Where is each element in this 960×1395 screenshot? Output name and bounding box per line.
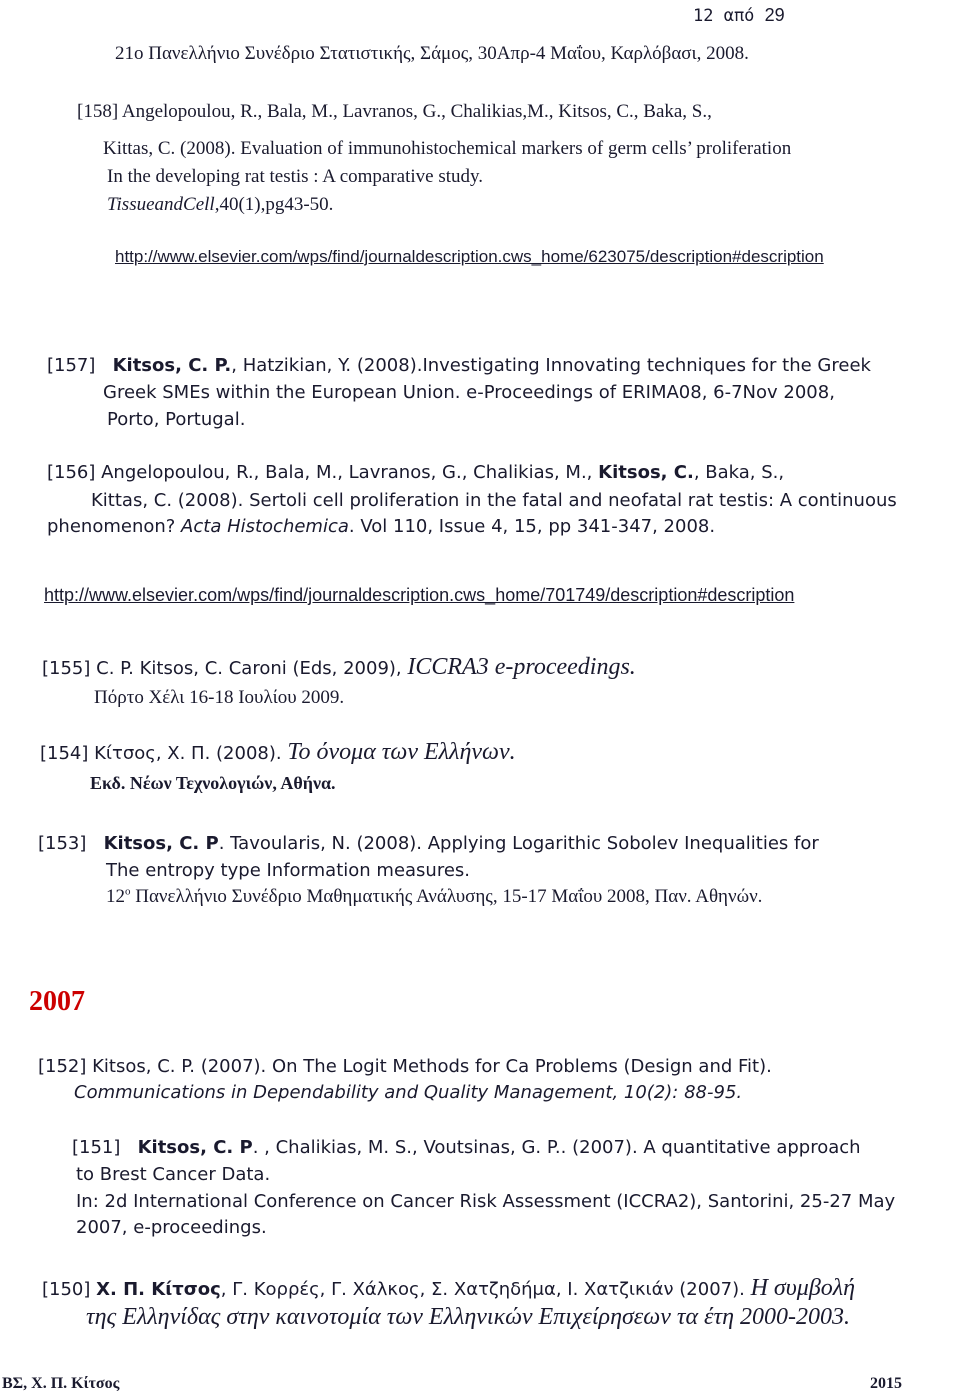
- ref-155-line2: Πόρτο Χέλι 16-18 Ιουλίου 2009.: [94, 687, 345, 708]
- ref-157-line3: Porto, Portugal.: [107, 409, 246, 430]
- conference-line: 21ο Πανελλήνιο Συνέδριο Στατιστικής, Σάμος, 30Απρ-4 Μαΐου, Καρλόβασι, 2008.: [115, 43, 749, 64]
- ref-150-number: [150]: [42, 1279, 97, 1300]
- ref-150-title-2: της Ελληνίδας στην καινοτομία των Ελληνικών Επιχείρησεων τα έτη 2000-2003.: [86, 1304, 850, 1330]
- ref-157-author-bold: Kitsos, C. P.: [112, 355, 232, 376]
- ref-157-line1: [47, 357, 871, 375]
- ref-158-line2: Kittas, C. (2008). Evaluation of immunohistochemical markers of germ cells’ proliferation: [103, 138, 792, 159]
- ref-154-publisher: Εκδ. Νέων Τεχνολογιών, Αθήνα.: [90, 773, 336, 793]
- ref-153-line3: [106, 887, 762, 906]
- ref-154-title: Το όνομα των Ελλήνων.: [287, 739, 516, 765]
- ref-153-number: [153]: [38, 833, 87, 854]
- ref-153-author-bold: Kitsos, C. P: [103, 833, 219, 854]
- ref-153-line2: The entropy type Information measures.: [106, 860, 471, 881]
- ref-155-title: ICCRA3 e-proceedings.: [407, 654, 636, 680]
- ref-157-number: [157]: [47, 355, 96, 376]
- ref-158-details: ,40(1),pg43-50.: [214, 194, 334, 215]
- ref-150-line1: [42, 1276, 855, 1300]
- footer-author: ΒΣ, Χ. Π. Κίτσος: [2, 1375, 120, 1392]
- ref-155-line1-a: [155] C. P. Kitsos, C. Caroni (Eds, 2009),: [42, 658, 408, 679]
- ref-153-authors-rest: . Tavoularis, N. (2008). Applying Logarithic Sobolev Inequalities for: [218, 833, 819, 854]
- ref-153-line3-sup: ο: [125, 885, 131, 898]
- ref-153-line3-num: 12: [106, 886, 125, 907]
- ref-152-journal: Communications in Dependability and Quality Management, 10(2): 88-95.: [74, 1082, 743, 1103]
- ref-152-line1: [152] Kitsos, C. P. (2007). On The Logit Methods for Ca Problems (Design and Fit).: [38, 1056, 772, 1077]
- ref-153-line1: [38, 835, 819, 853]
- ref-156-url-link[interactable]: http://www.elsevier.com/wps/find/journaldescription.cws_home/701749/description#description: [44, 585, 795, 605]
- ref-150-title-1: Η συμβολή: [750, 1275, 856, 1301]
- page-label: 12 από: [693, 6, 755, 26]
- ref-156-line2: Kittas, C. (2008). Sertoli cell proliferation in the fatal and neofatal rat testis: A continuous: [91, 490, 897, 511]
- ref-151-line3: In: 2d International Conference on Cancer Risk Assessment (ICCRA2), Santorini, 25-27 May: [76, 1191, 896, 1212]
- ref-158-url-link[interactable]: http://www.elsevier.com/wps/find/journaldescription.cws_home/623075/description#description: [115, 247, 824, 266]
- ref-157-authors-rest: , Hatzikian, Y. (2008).Investigating Innovating techniques for the Greek: [231, 355, 871, 376]
- ref-156-line3-b: . Vol 110, Issue 4, 15, pp 341-347, 2008.: [348, 516, 716, 537]
- ref-156-journal: Acta Histochemica: [181, 516, 349, 537]
- ref-151-line2: to Brest Cancer Data.: [76, 1164, 271, 1185]
- ref-155-line1: [42, 655, 636, 679]
- ref-150-authors-rest: , Γ. Κορρές, Γ. Χάλκος, Σ. Χατζηδήμα, Ι. Χατζικιάν (2007).: [220, 1279, 751, 1300]
- ref-153-line3-rest: Πανελλήνιο Συνέδριο Μαθηματικής Ανάλυσης, 15-17 Μαΐου 2008, Παν. Αθηνών.: [130, 886, 763, 907]
- ref-157-line2: Greek SMEs within the European Union. e-Proceedings of ERIMA08, 6-7Nov 2008,: [103, 382, 835, 403]
- ref-156-line3-a: phenomenon?: [47, 516, 182, 537]
- ref-158-journal: TissueandCell: [107, 194, 215, 215]
- ref-154-line1: [40, 740, 516, 764]
- ref-156-author-bold: Kitsos, C.: [598, 462, 694, 483]
- ref-151-author-bold: Kitsos, C. P: [137, 1137, 253, 1158]
- footer-year: 2015: [870, 1375, 902, 1392]
- ref-158-line3: In the developing rat testis : A comparative study.: [107, 166, 484, 187]
- ref-158-line1: [158] Angelopoulou, R., Bala, M., Lavranos, G., Chalikias,M., Kitsos, C., Baka, S.,: [77, 101, 712, 122]
- ref-151-line1: [72, 1139, 861, 1157]
- ref-151-authors-rest: . , Chalikias, M. S., Voutsinas, G. P.. (2007). A quantitative approach: [252, 1137, 861, 1158]
- ref-156-line1-b: , Baka, S.,: [693, 462, 785, 483]
- ref-156-line1-a: [156] Angelopoulou, R., Bala, M., Lavranos, G., Chalikias, M.,: [47, 462, 599, 483]
- ref-156-line3: [47, 518, 715, 536]
- page-total: 29: [764, 5, 785, 25]
- ref-151-number: [151]: [72, 1137, 121, 1158]
- page-counter: [693, 6, 785, 25]
- ref-156-line1: [47, 464, 784, 482]
- ref-150-author-bold: Χ. Π. Κίτσος: [96, 1279, 221, 1300]
- ref-158-line4: [107, 195, 333, 214]
- year-heading-2007: 2007: [29, 986, 85, 1017]
- ref-154-line1-a: [154] Κίτσος, Χ. Π. (2008).: [40, 743, 288, 764]
- ref-151-line4: 2007, e-proceedings.: [76, 1217, 267, 1238]
